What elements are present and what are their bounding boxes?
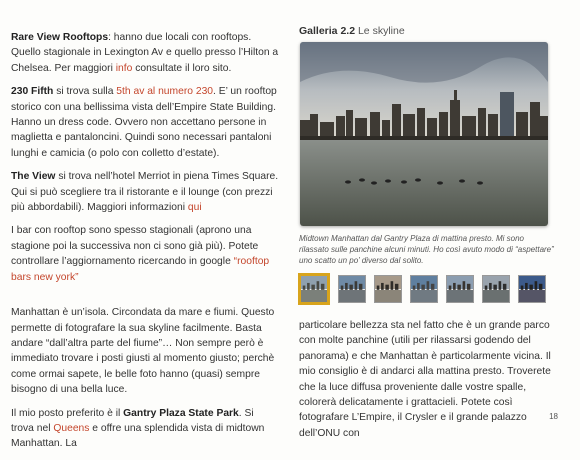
venue-name: 230 Fifth	[11, 86, 54, 98]
paragraph-text: Il mio posto preferito è il	[11, 407, 124, 419]
paragraph-text: I bar con rooftop sono spesso stagionali (aprono una stagione poi la successiva non ci sono già più). Potete controllare l’aggiornamento ricercando in google	[11, 225, 259, 268]
venue-name: The View	[11, 171, 56, 183]
thumbnail-image	[447, 276, 473, 302]
paragraph-continuation: particolare bellezza sta nel fatto che è un grande parco con molte panchine (utili per rilassarsi godendo del panorama) e che Manhattan è particolarmente vicina. Il mio consiglio è di andarci alla mattina presto. Troverete che la luce diffusa proveniente dalle vostre spalle, colorerà delicatamente i grattacieli. Potete così fotografare L’Empire, il Crysler e il grande palazzo dell’ONU con	[299, 320, 551, 439]
gallery-thumbnail[interactable]	[446, 275, 474, 303]
paragraph-text: si trova nell’hotel Merriot in piena Times Square. Qui si può scegliere tra il ristorante e il lounge (con prezzi più abbordabili). Maggiori informazioni	[11, 171, 279, 214]
queens-link[interactable]: Queens	[53, 422, 90, 434]
info-link[interactable]: info	[115, 62, 133, 74]
paragraph-the-view	[11, 169, 279, 215]
qui-link[interactable]: qui	[187, 202, 202, 214]
gallery-thumbnails	[300, 275, 546, 305]
gallery-thumbnail[interactable]	[338, 275, 366, 303]
skyline-photo	[300, 42, 548, 226]
left-column	[11, 30, 279, 460]
paragraph-230-fifth	[11, 84, 279, 161]
paragraph-text: . Si trova nel	[11, 407, 254, 434]
google-search-link[interactable]: “rooftop bars new york”	[11, 256, 270, 283]
paragraph-rare-view	[11, 30, 279, 76]
thumbnail-image	[339, 276, 365, 302]
venue-name: Rare View Rooftops	[11, 32, 109, 43]
gallery-title	[299, 25, 405, 37]
thumbnail-image	[519, 276, 545, 302]
gallery-name: Le skyline	[357, 25, 405, 37]
gallery-thumbnail[interactable]	[518, 275, 546, 303]
place-name: Gantry Plaza State Park	[123, 407, 239, 419]
paragraph-text: e offre una splendida vista di midtown Manhattan. La	[11, 422, 265, 450]
thumbnail-image	[301, 276, 327, 302]
paragraph-rooftop-bars	[11, 223, 279, 285]
gallery-thumbnail[interactable]	[410, 275, 438, 303]
thumbnail-image	[375, 276, 401, 302]
paragraph-text: consultate il loro sito.	[132, 62, 232, 74]
page-number: 18	[549, 412, 558, 421]
photo-caption: Midtown Manhattan dal Gantry Plaza di mattina presto. Mi sono rilassato sulle panchine alcuni minuti. Ho così avuto modo di “aspettare” uno scatto un po’ diverso dal solito.	[299, 234, 554, 265]
gallery-number: Galleria 2.2	[299, 25, 356, 37]
thumbnail-image	[483, 276, 509, 302]
gallery-thumbnail[interactable]	[374, 275, 402, 303]
paragraph-text: si trova sulla	[53, 86, 117, 98]
gallery-thumbnail[interactable]	[298, 273, 330, 305]
paragraph-manhattan: Manhattan è un’isola. Circondata da mare e fiumi. Questo permette di fotografare la sua skyline facilmente. Basta andare “dall’altra parte del fiume”… Non sempre però è immediato trovare i posti giusti al momento giusto; perchè come ormai sapete, le belle foto hanno (quasi) sempre bisogno di una bella luce.	[11, 307, 275, 396]
gallery-thumbnail[interactable]	[482, 275, 510, 303]
gallery-main-photo[interactable]	[300, 42, 548, 226]
paragraph-gantry	[11, 406, 279, 452]
address-link[interactable]: 5th av al numero 230	[116, 86, 214, 98]
paragraph-text: : hanno due locali con rooftops. Quello stagionale in Lexington Av e quello presso l’Hilton a Chelsea. Per maggiori	[11, 32, 279, 74]
thumbnail-image	[411, 276, 437, 302]
right-column	[299, 318, 557, 441]
paragraph-text: . E’ un rooftop storico con una bellissima vista dell’Empire State Building. Hanno un dress code. Ovvero non accettano persone in maglietta e pantaloncini. Quindi sono necessari pantaloni lunghi e camicia (o polo con colletto d’estate).	[11, 86, 277, 159]
